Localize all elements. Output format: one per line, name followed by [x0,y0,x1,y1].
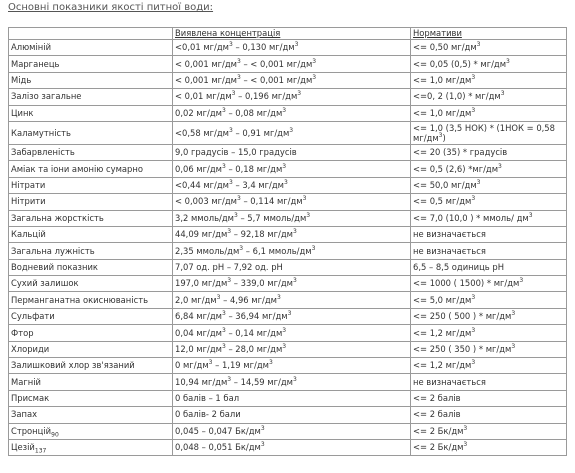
cell-text: – 3,4 мг/дм [232,180,284,191]
cell-text: 0 мг/дм [175,360,209,371]
found-concentration [173,407,411,423]
cell-text: не визначається [413,229,486,240]
cell-text: 0,048 – 0,051 Бк/дм [175,442,261,453]
norm-value [411,341,567,357]
superscript: 3 [528,212,533,219]
cell-text: не визначається [413,245,486,256]
cell-text: Цинк [11,107,34,118]
cell-text: Загальна жорсткість [11,212,104,223]
superscript: 3 [511,343,516,351]
cell-text: Сухий залишок [11,278,79,289]
indicator-name [9,177,173,193]
found-concentration [173,390,411,406]
superscript: 3 [221,162,226,170]
header-norms: Нормативи [411,28,567,40]
found-concentration [173,341,411,357]
found-concentration [173,56,411,72]
indicator-name [9,194,173,210]
superscript: 3 [463,441,468,449]
superscript: 3 [297,90,302,98]
cell-text: Присмак [11,393,50,404]
table-row [9,439,567,455]
found-concentration [173,374,411,390]
table-row [9,161,567,177]
superscript: 3 [282,162,287,170]
norm-value [411,161,567,177]
cell-text: – 4,96 мг/дм [220,294,277,305]
cell-text: – 6,1 ммоль/дм [243,245,312,256]
indicator-name [9,72,173,88]
cell-text: <= 250 ( 350 ) * мг/дм [413,343,512,354]
superscript: 3 [268,359,273,367]
cell-text: Перманганатна окиснюваність [11,294,149,305]
subscript: 137 [34,447,47,455]
subscript: 90 [51,431,59,439]
cell-text: 6,5 – 8,5 одиниць рН [413,261,505,272]
cell-text: <= 1,0 мг/дм [413,75,472,86]
superscript: 3 [221,310,226,318]
cell-text: 10,94 мг/дм [175,376,228,387]
found-concentration [173,121,411,144]
found-concentration [173,292,411,308]
found-concentration [173,40,411,56]
indicator-name [9,358,173,374]
indicator-name [9,40,173,56]
table-row [9,390,567,406]
cell-text: Мідь [11,75,32,86]
indicator-name [9,276,173,292]
cell-text: <= 0,50 мг/дм [413,42,477,53]
cell-text: 0,02 мг/дм [175,107,222,118]
cell-text: Сульфати [11,311,55,322]
superscript: 3 [511,310,516,318]
table-row [9,105,567,121]
found-concentration [173,210,411,226]
table-row [9,210,567,226]
indicator-name [9,374,173,390]
indicator-name [9,105,173,121]
cell-text: Забарвленість [11,147,75,158]
cell-text: Магній [11,376,42,387]
cell-text: Марганець [11,58,60,69]
cell-text: – 28,0 мг/дм [225,343,283,354]
cell-text: Залізо загальне [11,91,82,102]
indicator-name [9,407,173,423]
superscript: 3 [312,74,317,82]
cell-text: – 0,114 мг/дм [240,196,303,207]
norm-value [411,56,567,72]
cell-text: – 1,19 мг/дм [212,360,269,371]
found-concentration [173,439,411,455]
cell-text: 0,045 – 0,047 Бк/дм [175,425,261,436]
superscript: 3 [500,90,505,98]
found-concentration [173,194,411,210]
superscript: 3 [228,41,233,49]
superscript: 3 [519,277,524,285]
cell-text: – 14,59 мг/дм [231,376,293,387]
found-concentration [173,358,411,374]
table-row [9,72,567,88]
cell-text: <0,44 мг/дм [175,180,229,191]
cell-text: <= 20 (35) * градусів [413,147,508,158]
cell-text: <= 2 балів [413,393,461,404]
superscript: 3 [233,212,238,219]
found-concentration [173,89,411,105]
superscript: 3 [498,162,502,170]
indicator-name [9,308,173,324]
table-row [9,177,567,193]
superscript: 3 [221,326,226,334]
norm-value [411,243,567,259]
cell-text: 0,06 мг/дм [175,163,222,174]
superscript: 3 [227,228,232,236]
table-row [9,276,567,292]
cell-text: <=0, 2 (1,0) * мг/дм [413,91,501,102]
norm-value [411,407,567,423]
superscript: 3 [236,195,241,203]
superscript: 3 [221,343,226,351]
cell-text: 2,0 мг/дм [175,294,217,305]
header-indicator [9,28,173,40]
cell-text: Фтор [11,327,34,338]
cell-text: <= 50,0 мг/дм [413,180,477,191]
norm-value [411,121,567,144]
indicator-name [9,292,173,308]
norm-value [411,40,567,56]
superscript: 3 [471,293,476,301]
cell-text: Нітрити [11,196,46,207]
indicator-name [9,325,173,341]
table-row [9,89,567,105]
cell-text: 197,0 мг/дм [175,278,228,289]
superscript: 3 [260,441,265,449]
cell-text: <= 1,2 мг/дм [413,327,472,338]
superscript: 3 [294,41,299,49]
superscript: 3 [231,90,236,98]
cell-text: < 0,003 мг/дм [175,196,237,207]
water-quality-table [8,27,567,456]
superscript: 3 [306,212,311,219]
cell-text: 12,0 мг/дм [175,343,222,354]
found-concentration [173,177,411,193]
found-concentration [173,259,411,275]
table-row [9,243,567,259]
norm-value [411,390,567,406]
cell-text: 6,84 мг/дм [175,311,222,322]
cell-text: – 0,130 мг/дм [232,42,295,53]
cell-text: Запах [11,409,38,420]
superscript: 3 [292,375,297,383]
indicator-name [9,89,173,105]
indicator-name [9,226,173,242]
norm-value [411,194,567,210]
indicator-name [9,210,173,226]
indicator-name [9,439,173,455]
superscript: 3 [221,107,226,115]
table-row [9,407,567,423]
cell-text: 0 балів – 1 бал [175,393,240,404]
cell-text: – 0,18 мг/дм [225,163,283,174]
cell-text: <= 1,0 (3,5 НОК) * (1НОК = 0,58 мг/дм [413,122,555,143]
indicator-name [9,121,173,144]
cell-text: – 36,94 мг/дм [225,311,288,322]
superscript: 3 [236,74,241,82]
indicator-name [9,259,173,275]
norm-value [411,358,567,374]
superscript: 3 [292,277,297,285]
superscript: 3 [506,57,510,65]
cell-text: Водневий показник [11,261,98,272]
cell-text: Аміак та іони амонію сумарно [11,163,143,174]
superscript: 3 [282,326,287,334]
cell-text: – 5,7 ммоль/дм [237,212,307,223]
table-row [9,144,567,160]
norm-value [411,177,567,193]
cell-text: 9,0 градусів – 15,0 градусів [175,147,297,158]
norm-value [411,105,567,121]
indicator-name [9,144,173,160]
cell-text: Алюміній [11,42,52,53]
cell-text: Нітрати [11,180,46,191]
table-row [9,56,567,72]
cell-text: <0,58 мг/дм [175,127,229,138]
cell-text: <= 5,0 мг/дм [413,294,472,305]
superscript: 3 [471,74,476,82]
cell-text: Залишковий хлор зв'язаний [11,360,135,371]
norm-value [411,308,567,324]
table-row [9,325,567,341]
superscript: 3 [471,195,476,203]
norm-value [411,439,567,455]
superscript: 3 [302,195,307,203]
cell-text: 0,04 мг/дм [175,327,222,338]
superscript: 3 [438,132,443,140]
superscript: 3 [471,326,476,334]
cell-text: <= 7,0 (10,0 ) * ммоль/ дм [413,212,529,223]
page-title: Основні показники якості питної води: [8,2,214,13]
norm-value [411,144,567,160]
norm-value [411,259,567,275]
norm-value [411,292,567,308]
superscript: 3 [216,293,221,301]
superscript: 3 [228,126,233,134]
cell-text: <= 0,05 (0,5) * мг/дм [413,58,507,69]
table-row [9,40,567,56]
superscript: 3 [312,57,317,65]
norm-value [411,325,567,341]
superscript: 3 [282,343,287,351]
header-found-concentration: Виявлена концентрація [173,28,411,40]
cell-text: <= 0,5 (2,6) *мг/дм [413,163,499,174]
cell-text: – < 0,001 мг/дм [240,75,313,86]
table-row [9,308,567,324]
found-concentration [173,105,411,121]
table-row [9,259,567,275]
found-concentration [173,308,411,324]
cell-text: 2,35 ммоль/дм [175,245,240,256]
cell-text: <= 1000 ( 1500) * мг/дм [413,278,520,289]
table-row [9,292,567,308]
cell-text: – 0,196 мг/дм [235,91,298,102]
cell-text: Загальна лужність [11,245,95,256]
cell-text: Каламутність [11,127,71,138]
cell-text: < 0,001 мг/дм [175,75,237,86]
found-concentration [173,423,411,439]
norm-value [411,226,567,242]
table-row [9,374,567,390]
superscript: 3 [228,179,233,187]
superscript: 3 [236,57,241,65]
indicator-name [9,423,173,439]
found-concentration [173,144,411,160]
indicator-name [9,161,173,177]
cell-text: Цезій [11,442,35,453]
found-concentration [173,276,411,292]
cell-text: – 339,0 мг/дм [231,278,293,289]
table-row [9,194,567,210]
cell-text: – 0,91 мг/дм [232,127,290,138]
cell-text: <= 1,2 мг/дм [413,360,472,371]
cell-text: < 0,01 мг/дм [175,91,232,102]
cell-text: – < 0,001 мг/дм [240,58,313,69]
superscript: 3 [282,107,287,115]
superscript: 3 [239,244,244,252]
norm-value [411,374,567,390]
cell-text: <= 2 Бк/дм [413,442,464,453]
cell-text: – 92,18 мг/дм [231,229,293,240]
cell-text: <= 1,0 мг/дм [413,107,472,118]
cell-text: < 0,001 мг/дм [175,58,237,69]
found-concentration [173,72,411,88]
cell-text: <= 0,5 мг/дм [413,196,472,207]
cell-text: – 0,14 мг/дм [225,327,283,338]
table-row [9,341,567,357]
norm-value [411,276,567,292]
superscript: 3 [283,179,288,187]
cell-text: 44,09 мг/дм [175,229,228,240]
superscript: 3 [276,293,281,301]
cell-text: <0,01 мг/дм [175,42,229,53]
superscript: 3 [227,277,232,285]
cell-text: не визначається [413,376,486,387]
superscript: 3 [208,359,213,367]
superscript: 3 [476,179,481,187]
cell-text: <= 250 ( 500 ) * мг/дм [413,311,512,322]
found-concentration [173,325,411,341]
indicator-name [9,243,173,259]
superscript: 3 [471,359,476,367]
cell-text: – 0,08 мг/дм [225,107,283,118]
norm-value [411,210,567,226]
cell-text: <= 2 балів [413,409,461,420]
table-row [9,423,567,439]
cell-text: ) [442,132,446,143]
cell-text: <= 2 Бк/дм [413,425,464,436]
norm-value [411,72,567,88]
table-header-row [9,28,567,40]
found-concentration [173,243,411,259]
superscript: 3 [227,375,232,383]
cell-text: 0 балів- 2 бали [175,409,241,420]
indicator-name [9,56,173,72]
table-row [9,226,567,242]
table-row [9,121,567,144]
superscript: 3 [463,425,468,433]
table-row [9,358,567,374]
superscript: 3 [287,310,292,318]
superscript: 3 [311,244,316,252]
norm-value [411,89,567,105]
indicator-name [9,390,173,406]
found-concentration [173,226,411,242]
superscript: 3 [471,107,476,115]
norm-value [411,423,567,439]
superscript: 3 [260,425,265,433]
cell-text: 3,2 ммоль/дм [175,212,234,223]
cell-text: 7,07 од. рН – 7,92 од. рН [175,261,283,272]
superscript: 3 [289,126,294,134]
indicator-name [9,341,173,357]
superscript: 3 [476,41,481,49]
cell-text: Хлориди [11,343,50,354]
superscript: 3 [292,228,297,236]
water-quality-table-body [9,28,567,456]
found-concentration [173,161,411,177]
cell-text: Кальцій [11,229,46,240]
cell-text: Стронцій [11,425,52,436]
